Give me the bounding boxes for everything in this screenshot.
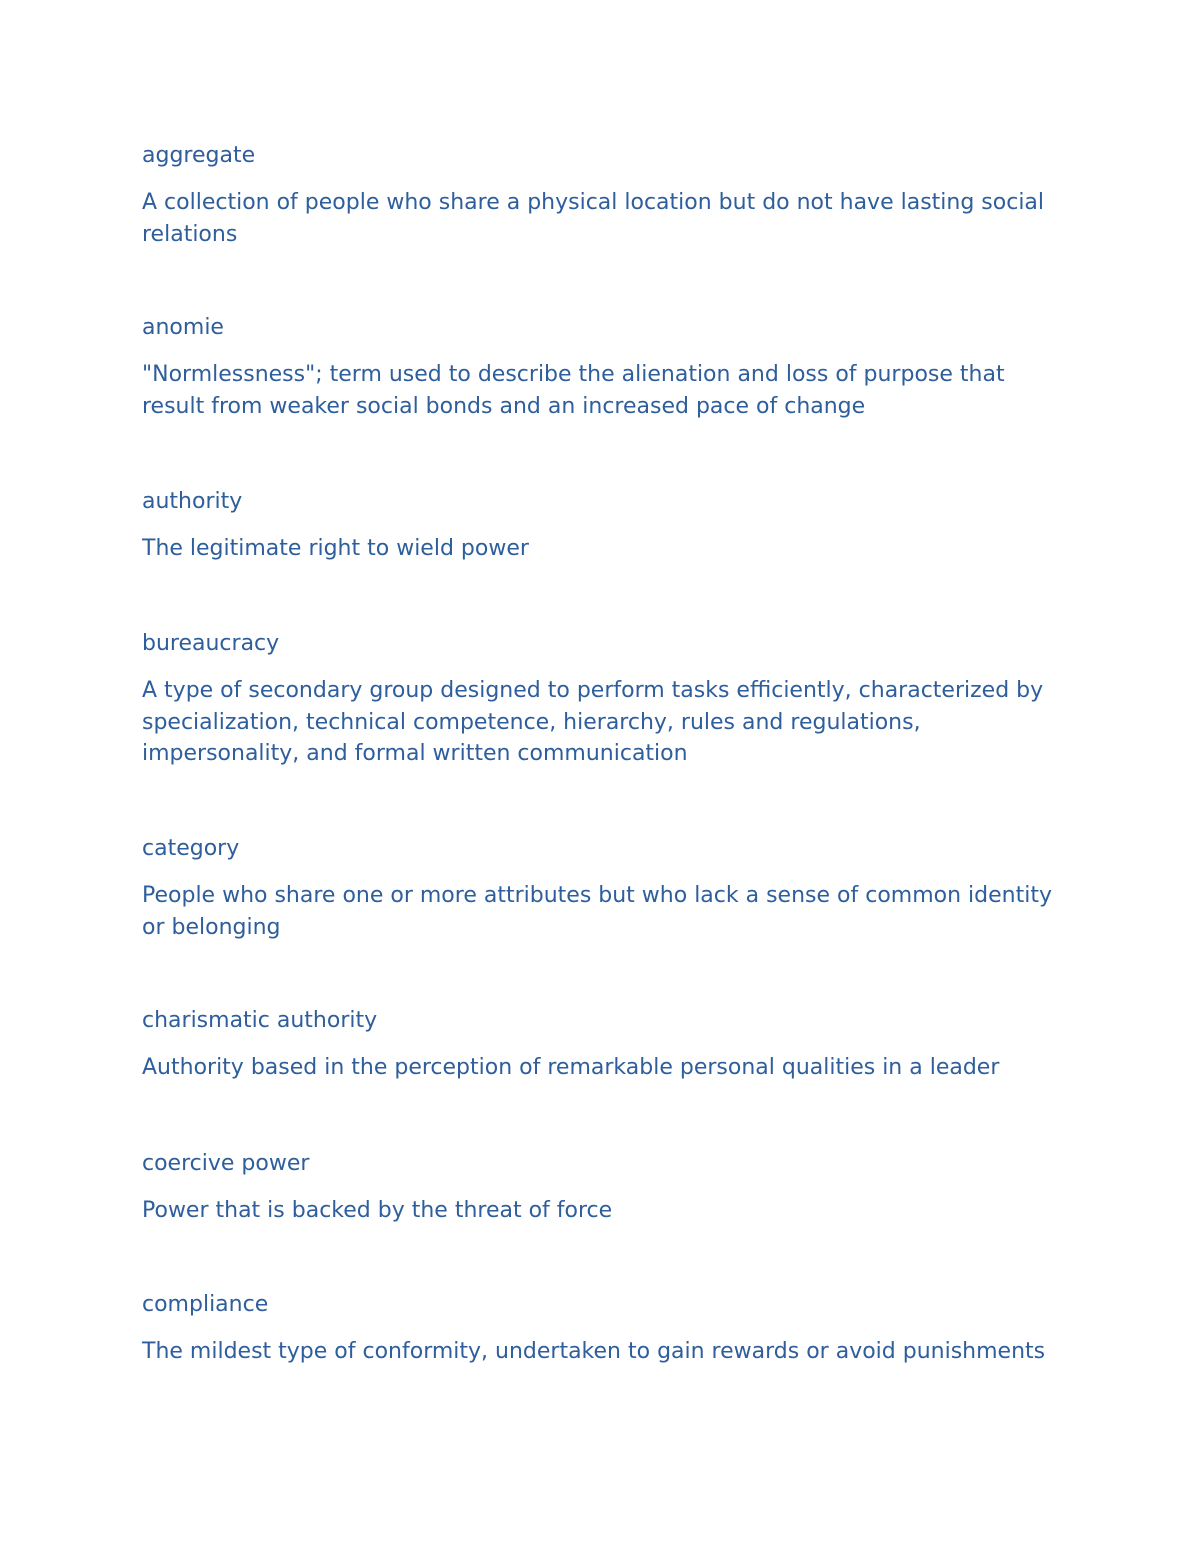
term: coercive power: [142, 1151, 310, 1176]
definition: Power that is backed by the threat of force: [142, 1198, 613, 1223]
term: charismatic authority: [142, 1008, 378, 1033]
glossary-entry-authority: [142, 486, 1072, 565]
definition: A collection of people who share a physical location but do not have lasting social relations: [142, 190, 1045, 247]
glossary-entry-aggregate: [142, 140, 1072, 250]
definition: People who share one or more attributes but who lack a sense of common identity or belonging: [142, 883, 1052, 940]
glossary-entry-charismatic-authority: [142, 1005, 1072, 1084]
definition: A type of secondary group designed to perform tasks efficiently, characterized by specialization, technical competence, hierarchy, rules and regulations, impersonality, and formal written communication: [142, 678, 1044, 766]
definition: "Normlessness"; term used to describe the alienation and loss of purpose that result from weaker social bonds and an increased pace of change: [142, 362, 1005, 419]
glossary-entry-compliance: [142, 1289, 1072, 1368]
glossary-entry-coercive-power: [142, 1148, 1072, 1227]
term: authority: [142, 489, 243, 514]
definition: Authority based in the perception of remarkable personal qualities in a leader: [142, 1055, 1000, 1080]
term: bureaucracy: [142, 631, 280, 656]
term: aggregate: [142, 143, 256, 168]
glossary-entry-anomie: [142, 312, 1072, 422]
glossary-entry-category: [142, 833, 1072, 943]
definition: The mildest type of conformity, undertaken to gain rewards or avoid punishments: [142, 1339, 1046, 1364]
term: category: [142, 836, 240, 861]
term: anomie: [142, 315, 224, 340]
glossary-entry-bureaucracy: [142, 628, 1072, 770]
definition: The legitimate right to wield power: [142, 536, 529, 561]
term: compliance: [142, 1292, 269, 1317]
